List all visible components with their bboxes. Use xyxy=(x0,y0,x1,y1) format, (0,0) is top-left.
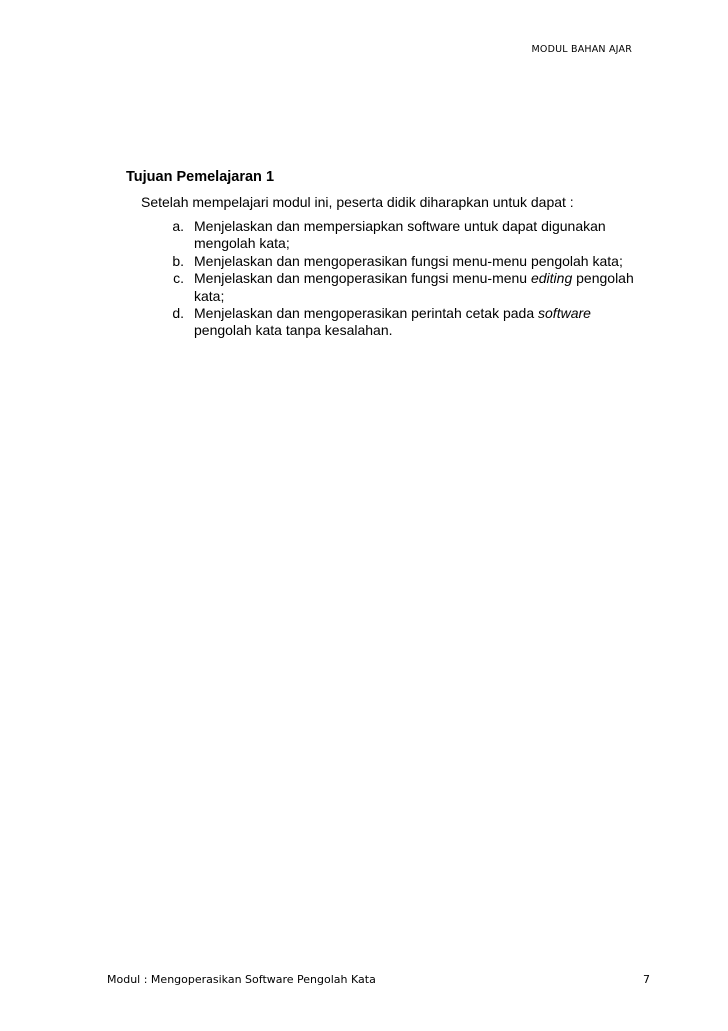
list-item-emphasis: software xyxy=(538,305,591,322)
list-item-text-before: Menjelaskan dan mempersiapkan software untuk dapat digunakan mengolah kata; xyxy=(194,218,606,252)
section-intro: Setelah mempelajari modul ini, peserta didik diharapkan untuk dapat : xyxy=(141,194,574,210)
list-item-text-before: Menjelaskan dan mengoperasikan perintah cetak pada xyxy=(194,305,539,322)
list-item-emphasis: editing xyxy=(530,270,573,287)
list-item-marker: b. xyxy=(172,252,184,269)
list-item-marker: d. xyxy=(172,305,184,322)
list-item-text xyxy=(194,253,623,269)
page-number: 7 xyxy=(643,973,650,986)
list-item-text-after: pengolah kata tanpa kesalahan. xyxy=(194,322,393,339)
list-item-text-before: Menjelaskan dan mengoperasikan fungsi menu-menu xyxy=(194,270,531,287)
objectives-list xyxy=(160,218,640,340)
list-item-text xyxy=(194,270,634,303)
list-item-text-before: Menjelaskan dan mengoperasikan fungsi menu-menu pengolah kata; xyxy=(194,252,623,269)
section-title: Tujuan Pemelajaran 1 xyxy=(126,169,275,185)
list-item-text-after: pengolah kata; xyxy=(194,270,634,304)
list-item xyxy=(160,253,640,270)
running-header: MODUL BAHAN AJAR xyxy=(531,44,632,55)
list-item-text xyxy=(194,305,591,338)
list-item-marker: a. xyxy=(172,218,184,234)
list-item xyxy=(160,270,640,305)
list-item xyxy=(160,218,640,253)
list-item-text xyxy=(194,218,606,251)
footer-module-label: Modul : Mengoperasikan Software Pengolah Kata xyxy=(107,973,376,986)
list-item-marker: c. xyxy=(173,270,184,287)
list-item xyxy=(160,305,640,340)
